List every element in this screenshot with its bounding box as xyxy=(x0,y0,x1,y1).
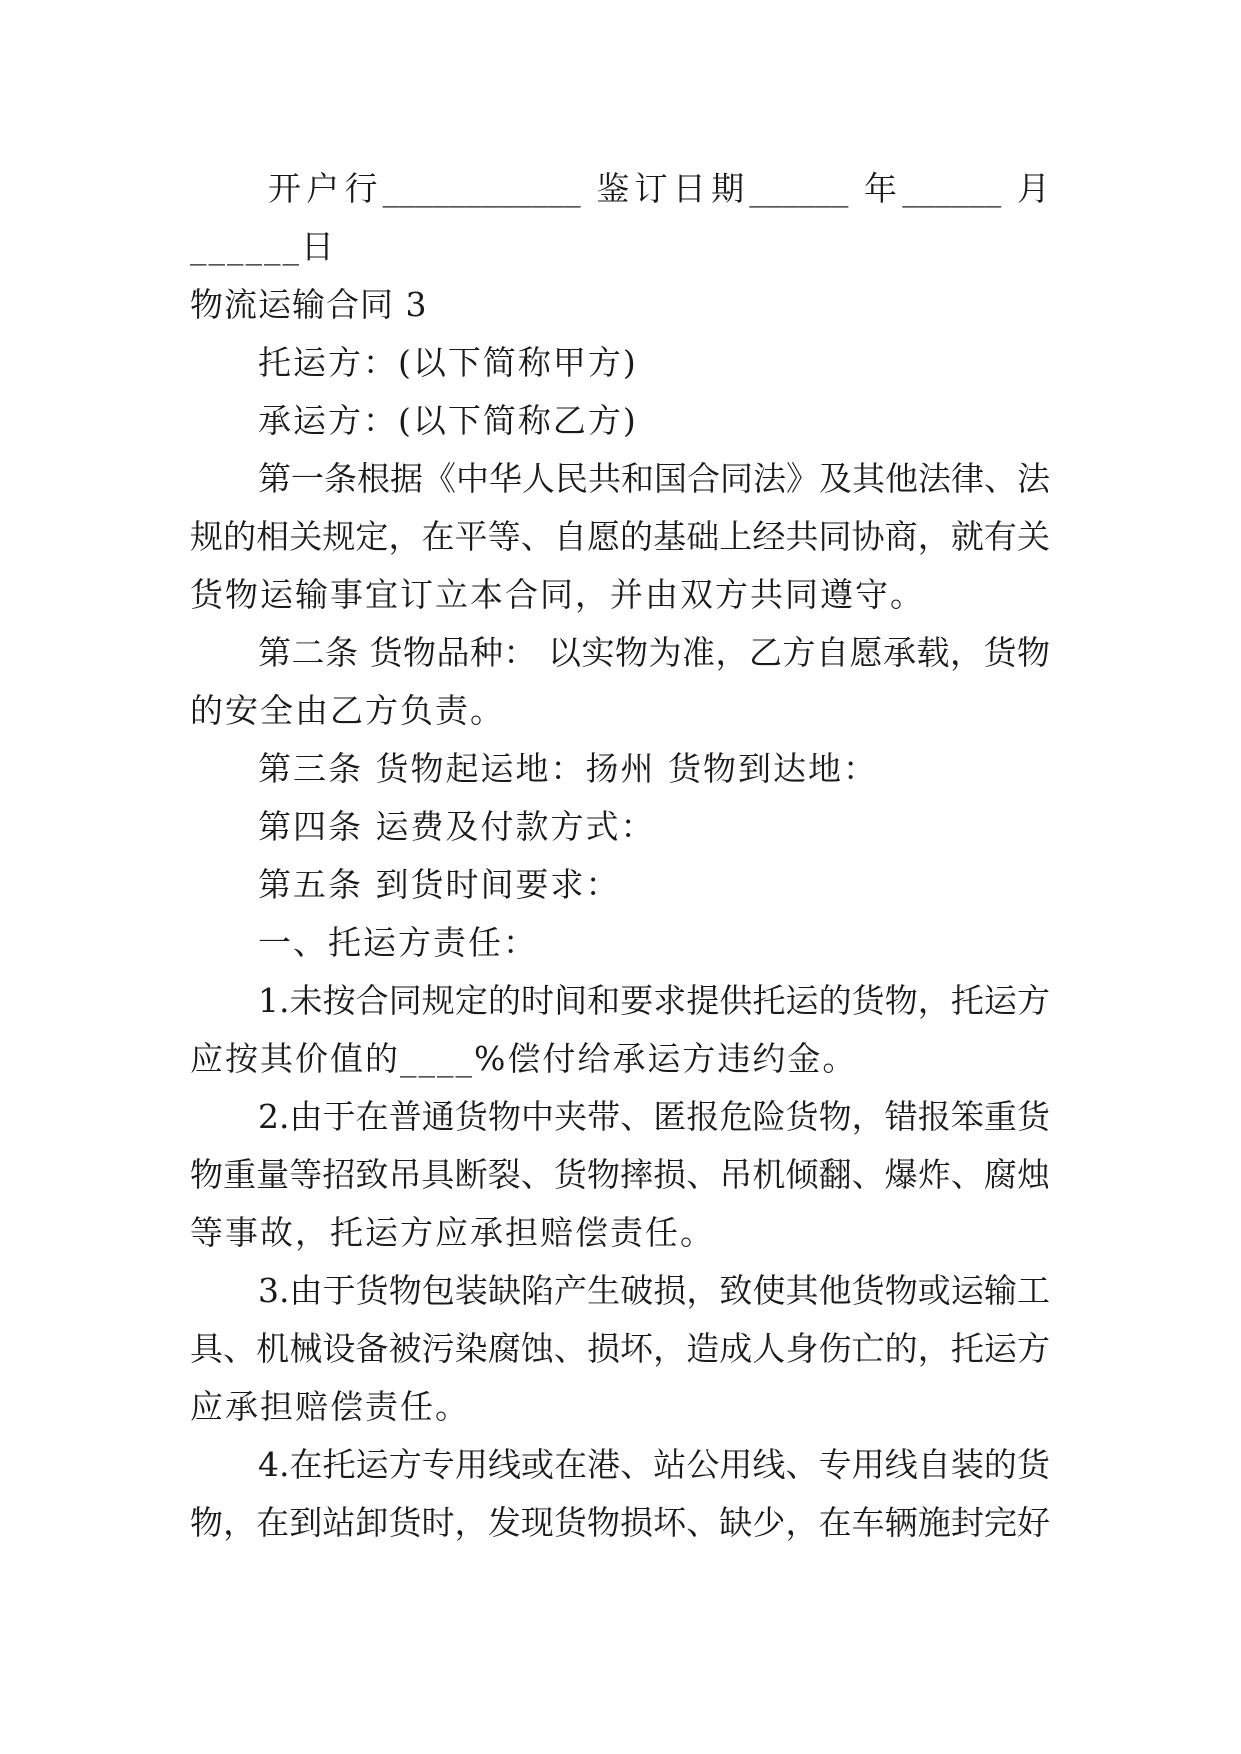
article-5-line: 第五条 到货时间要求： xyxy=(258,865,621,904)
shipper-line: 托运方：(以下简称甲方) xyxy=(258,343,638,382)
document-page xyxy=(190,160,1050,1552)
signing-day-line: ______日 xyxy=(190,227,336,266)
article-1-line-3: 货物运输事宜订立本合同，并由双方共同遵守。 xyxy=(190,575,925,614)
carrier-line: 承运方：(以下简称乙方) xyxy=(258,401,638,440)
item-3-line-3: 应承担赔偿责任。 xyxy=(190,1387,470,1426)
article-2-line-2: 的安全由乙方负责。 xyxy=(190,691,505,730)
item-2-line-3: 等事故，托运方应承担赔偿责任。 xyxy=(190,1213,715,1252)
shipper-responsibility-heading: 一、托运方责任： xyxy=(258,923,538,962)
article-1-line-1: 第一条根据《中华人民共和国合同法》及其他法律、法 xyxy=(258,459,1050,498)
item-4-line-2: 物，在到站卸货时，发现货物损坏、缺少，在车辆施封完好 xyxy=(190,1503,1050,1542)
article-3-line: 第三条 货物起运地：扬州 货物到达地： xyxy=(258,749,878,788)
item-3-line-1: 3.由于货物包装缺陷产生破损，致使其他货物或运输工 xyxy=(258,1271,1050,1310)
contract-title: 物流运输合同 3 xyxy=(190,285,428,324)
bank-signing-date-line: 开户行____________ 鉴订日期______ 年______ 月 xyxy=(268,169,1050,208)
item-3-line-2: 具、机械设备被污染腐蚀、损坏，造成人身伤亡的，托运方 xyxy=(190,1329,1050,1368)
article-4-line: 第四条 运费及付款方式： xyxy=(258,807,656,846)
article-1-line-2: 规的相关规定，在平等、自愿的基础上经共同协商，就有关 xyxy=(190,517,1050,556)
item-2-line-1: 2.由于在普通货物中夹带、匿报危险货物，错报笨重货 xyxy=(258,1097,1050,1136)
item-1-line-2: 应按其价值的____%偿付给承运方违约金。 xyxy=(190,1039,858,1078)
article-2-line-1: 第二条 货物品种： 以实物为准，乙方自愿承载，货物 xyxy=(258,633,1050,672)
item-1-line-1: 1.未按合同规定的时间和要求提供托运的货物，托运方 xyxy=(258,981,1050,1020)
item-4-line-1: 4.在托运方专用线或在港、站公用线、专用线自装的货 xyxy=(258,1445,1050,1484)
item-2-line-2: 物重量等招致吊具断裂、货物摔损、吊机倾翻、爆炸、腐烛 xyxy=(190,1155,1050,1194)
